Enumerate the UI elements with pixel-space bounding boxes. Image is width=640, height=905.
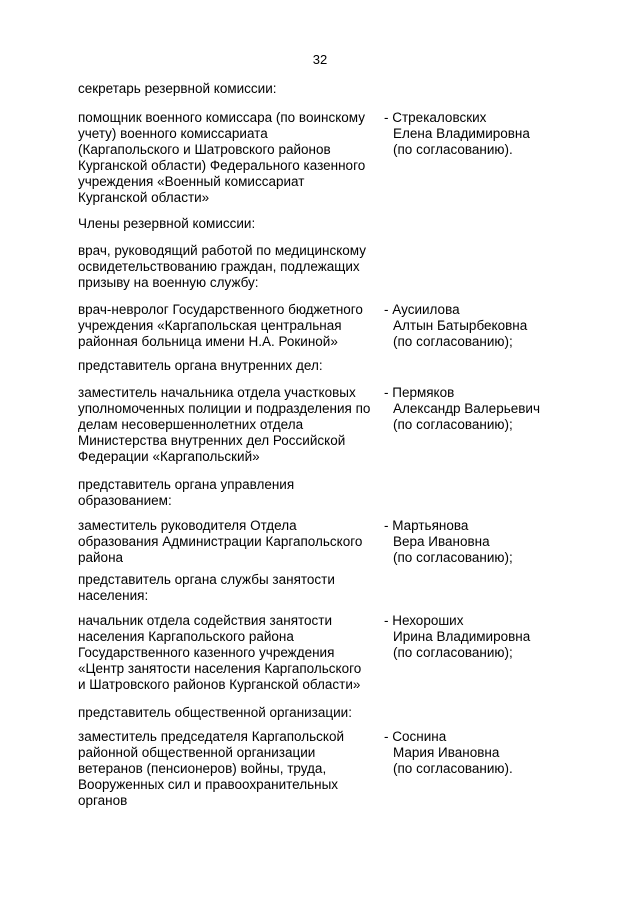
person-note: (по согласованию). (393, 142, 513, 157)
position-line: и Шатровского районов Курганской области» (78, 677, 361, 692)
section-heading: врач, руководящий работой по медицинскому (78, 243, 366, 258)
person-name: Алтын Батырбековна (393, 318, 528, 333)
position-line: населения Каргапольского района (78, 629, 294, 644)
position-line: Государственного казенного учреждения (78, 645, 335, 660)
section-heading: секретарь резервной комиссии: (78, 81, 277, 96)
person-name: Александр Валерьевич (393, 401, 540, 416)
section-heading: представитель органа внутренних дел: (78, 358, 323, 373)
position-line: учету) военного комиссариата (78, 126, 268, 141)
section-heading: населения: (78, 588, 149, 603)
person-note: (по согласованию); (393, 645, 513, 660)
position-line: врач-невролог Государственного бюджетного (78, 302, 363, 317)
position-line: учреждения «Военный комиссариат (78, 174, 305, 189)
position-line: делам несовершеннолетних отдела (78, 417, 304, 432)
position-line: помощник военного комиссара (по воинскому (78, 110, 365, 125)
position-line: «Центр занятости населения Каргапольского (78, 661, 362, 676)
position-line: образования Администрации Каргапольского (78, 534, 363, 549)
person-name: Елена Владимировна (393, 126, 530, 141)
section-heading: освидетельствованию граждан, подлежащих (78, 259, 360, 274)
position-line: Федерации «Каргапольский» (78, 449, 260, 464)
position-line: заместитель руководителя Отдела (78, 518, 297, 533)
person-name: Мария Ивановна (393, 745, 500, 760)
position-line: района (78, 550, 124, 565)
person-note: (по согласованию); (393, 417, 513, 432)
section-heading: представитель органа управления (78, 477, 295, 492)
position-line: ветеранов (пенсионеров) войны, труда, (78, 761, 327, 776)
position-line: Курганской области) Федерального казенного (78, 158, 366, 173)
position-line: районной общественной организации (78, 745, 316, 760)
section-heading: представитель общественной организации: (78, 705, 352, 720)
section-heading: призыву на военную службу: (78, 275, 259, 290)
position-line: уполномоченных полиции и подразделения по (78, 401, 371, 416)
person-name: - Нехороших (384, 613, 464, 628)
person-name: Вера Ивановна (393, 534, 490, 549)
person-name: - Стрекаловских (384, 110, 487, 125)
position-line: учреждения «Каргапольская центральная (78, 318, 342, 333)
person-note: (по согласованию); (393, 334, 513, 349)
position-line: районная больница имени Н.А. Рокиной» (78, 334, 338, 349)
person-name: - Мартьянова (384, 518, 469, 533)
section-heading: Члены резервной комиссии: (78, 216, 256, 231)
person-name: - Аусиилова (384, 302, 460, 317)
person-name: - Соснина (384, 729, 447, 744)
person-note: (по согласованию). (393, 761, 513, 776)
person-note: (по согласованию); (393, 550, 513, 565)
section-heading: образованием: (78, 493, 172, 508)
person-name: - Пермяков (384, 385, 455, 400)
position-line: органов (78, 793, 128, 808)
section-heading: представитель органа службы занятости (78, 572, 335, 587)
page-number: 32 (312, 52, 328, 67)
position-line: начальник отдела содействия занятости (78, 613, 333, 628)
position-line: (Каргапольского и Шатровского районов (78, 142, 331, 157)
position-line: Курганской области» (78, 190, 210, 205)
person-name: Ирина Владимировна (393, 629, 531, 644)
position-line: Вооруженных сил и правоохранительных (78, 777, 339, 792)
position-line: Министерства внутренних дел Российской (78, 433, 346, 448)
position-line: заместитель председателя Каргапольской (78, 729, 345, 744)
position-line: заместитель начальника отдела участковых (78, 385, 356, 400)
